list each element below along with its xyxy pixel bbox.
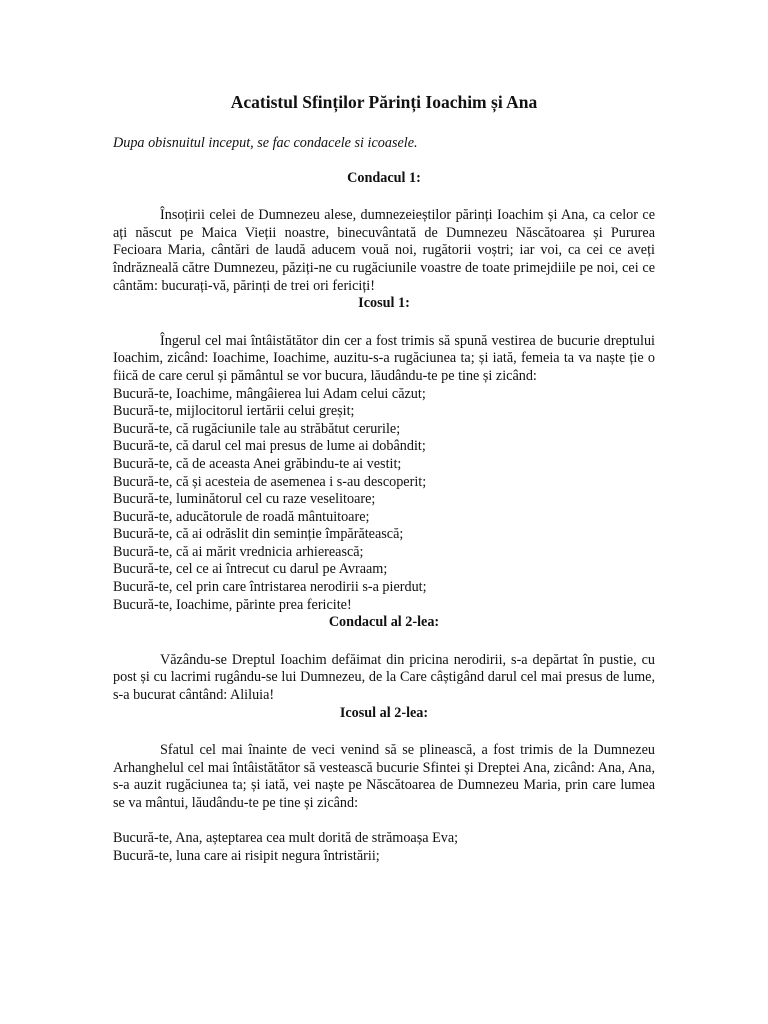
salutation-line: Bucură-te, Ioachime, mângâierea lui Adam celui căzut; [113,385,426,402]
document-title: Acatistul Sfinților Părinți Ioachim și Ana [230,92,538,112]
paragraph-spacer [113,813,655,831]
section-paragraph-condacul-2: Văzându-se Dreptul Ioachim defăimat din pricina nerodirii, s-a depărtat în pustie, cu post și cu lacrimi rugându-se lui Dumnezeu, de la Care câștigând darul cel mai presus de lume, s-a bucurat cântând: Aliluia! [113,651,655,704]
salutation-line: Bucură-te, că și acesteia de asemenea i s-au descoperit; [113,473,427,490]
salutation-line: Bucură-te, cel prin care întristarea nerodirii s-a pierdut; [113,579,427,596]
section-heading-condacul-1: Condacul 1: [347,169,421,186]
intro-note: Dupa obisnuitul inceput, se fac condacele si icoasele. [113,135,418,151]
salutation-line: Bucură-te, Ana, așteptarea cea mult dorită de strămoașa Eva; [113,830,459,847]
salutation-line: Bucură-te, Ioachime, părinte prea fericite! [113,596,352,613]
salutation-line: Bucură-te, că rugăciunile tale au străbătut cerurile; [113,420,401,437]
salutation-line: Bucură-te, aducătorule de roadă mântuitoare; [113,508,370,525]
salutation-line: Bucură-te, că darul cel mai presus de lume ai dobândit; [113,438,426,455]
section-heading-condacul-2: Condacul al 2-lea: [328,614,440,631]
salutation-list-icosul-2 [113,830,655,865]
salutation-line: Bucură-te, că ai odrăslit din seminție împărătească; [113,526,404,543]
salutation-line: Bucură-te, că de aceasta Anei grăbindu-te ai vestit; [113,455,402,472]
salutation-line: Bucură-te, mijlocitorul iertării celui greșit; [113,403,355,420]
section-paragraph-condacul-1: Însoțirii celei de Dumnezeu alese, dumnezeieștilor părinți Ioachim și Ana, ca celor ce ați născut pe Maica Vieții noastre, binecuvântată de Dumnezeu Născătoarea și Pururea Fecioara Maria, cântări de laudă aducem vouă noi, rugătorii voștri; iar voi, ca cei ce aveți îndrăzneală către Dumnezeu, păziți-ne cu rugăciunile voastre de toate primejdiile pe noi, cei ce cântăm: bucurați-vă, părinți de trei ori fericiți! [113,207,655,294]
section-paragraph-icosul-1: Îngerul cel mai întâistătător din cer a fost trimis să spună vestirea de bucurie dreptului Ioachim, zicând: Ioachime, Ioachime, auzitu-s-a rugăciunea ta; și iată, femeia ta va naște ție o fiică de care cerul și pământul se vor bucura, lăudându-te pe tine și zicând: [113,332,655,384]
salutation-line: Bucură-te, că ai mărit vrednicia arhierească; [113,543,364,560]
section-heading-icosul-1: Icosul 1: [358,295,410,312]
salutation-line: Bucură-te, cel ce ai întrecut cu darul pe Avraam; [113,561,388,578]
salutation-line: Bucură-te, luminătorul cel cu raze veselitoare; [113,491,376,508]
salutation-line: Bucură-te, luna care ai risipit negura întristării; [113,847,380,864]
section-paragraph-icosul-2: Sfatul cel mai înainte de veci venind să se plinească, a fost trimis de la Dumnezeu Arhanghelul cel mai întâistătător să vestească bucurie Sfintei și Dreptei Ana, zicând: Ana, Ana, s-a auzit rugăciunea ta; și iată, vei naște pe Născătoarea de Dumnezeu Maria, prin care lumea se va mântui, lăudându-te pe tine și zicând: [113,742,655,811]
salutation-list-icosul-1 [113,386,655,615]
section-heading-icosul-2: Icosul al 2-lea: [339,704,429,721]
